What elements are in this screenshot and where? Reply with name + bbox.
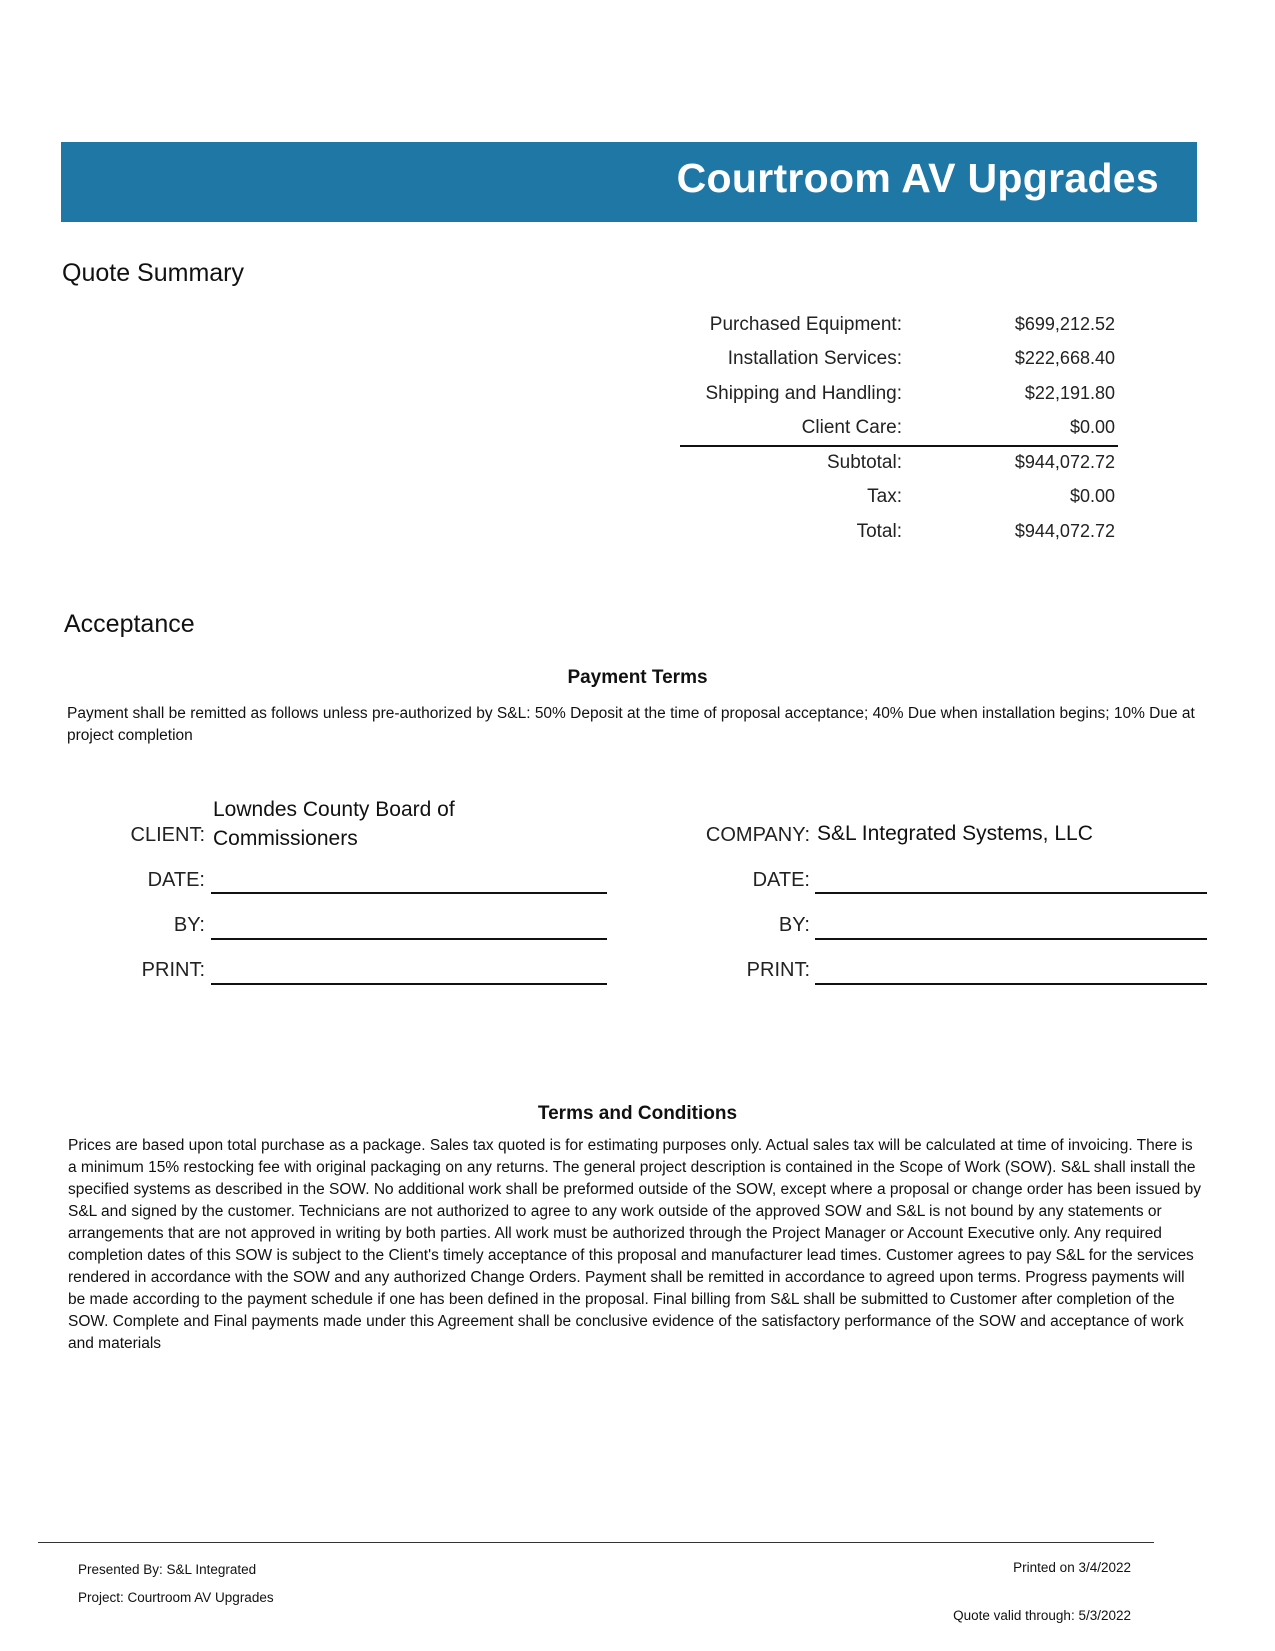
client-by-label: BY: — [173, 914, 205, 936]
quote-row-label: Installation Services: — [727, 348, 902, 369]
title-banner — [61, 142, 1197, 222]
footer-divider — [38, 1542, 1154, 1543]
quote-row-subtotal — [680, 452, 1115, 482]
company-name: S&L Integrated Systems, LLC — [817, 822, 1093, 845]
quote-row-purchased-equipment — [680, 314, 1115, 344]
client-name: Lowndes County Board of Commissioners — [213, 798, 455, 850]
quote-row-value: $944,072.72 — [1014, 521, 1115, 541]
quote-row-total — [680, 521, 1115, 551]
terms-heading: Terms and Conditions — [537, 1103, 738, 1124]
company-print-line[interactable] — [815, 983, 1207, 985]
quote-row-label: Client Care: — [801, 417, 902, 438]
company-date-label: DATE: — [752, 869, 810, 891]
quote-row-installation-services — [680, 348, 1115, 378]
quote-row-value: $0.00 — [1069, 486, 1115, 506]
quote-row-label: Purchased Equipment: — [709, 314, 902, 335]
quote-summary-heading: Quote Summary — [62, 259, 245, 287]
quote-row-value: $222,668.40 — [1014, 348, 1115, 368]
subtotal-divider — [680, 445, 1118, 447]
acceptance-heading: Acceptance — [64, 610, 195, 638]
footer-project: Project: Courtroom AV Upgrades — [78, 1590, 274, 1605]
client-date-line[interactable] — [211, 892, 607, 894]
footer-printed-on: Printed on 3/4/2022 — [1013, 1560, 1131, 1575]
client-date-label: DATE: — [147, 869, 205, 891]
payment-terms-heading: Payment Terms — [567, 667, 708, 688]
page-title: Courtroom AV Upgrades — [676, 155, 1159, 201]
client-by-line[interactable] — [211, 938, 607, 940]
company-print-label: PRINT: — [746, 959, 810, 981]
quote-row-label: Subtotal: — [827, 452, 902, 473]
quote-row-value: $944,072.72 — [1014, 452, 1115, 472]
client-label: CLIENT: — [130, 824, 205, 846]
client-print-line[interactable] — [211, 983, 607, 985]
quote-row-value: $699,212.52 — [1014, 314, 1115, 334]
quote-row-label: Total: — [856, 521, 902, 542]
company-label: COMPANY: — [705, 824, 810, 846]
quote-row-value: $0.00 — [1069, 417, 1115, 437]
company-date-line[interactable] — [815, 892, 1207, 894]
terms-text: Prices are based upon total purchase as a package. Sales tax quoted is for estimating purposes only. Actual sales tax will be calculated at time of invoicing. There is a minimum 15% restocking fee with original packaging on any returns. The general project description is contained in the Scope of Work (SOW). S&L shall install the specified systems as described in the SOW. No additional work shall be preformed outside of the SOW, except where a proposal or change order has been issued by S&L and signed by the customer. Technicians are not authorized to agree to any work outside of the approved SOW and S&L is not bound by any statements or arrangements that are not approved in writing by both parties. All work must be authorized through the Project Manager or Account Executive only. Any required completion dates of this SOW is subject to the Client's timely acceptance of this proposal and manufacturer lead times. Customer agrees to pay S&L for the services rendered in accordance with the SOW and any authorized Change Orders. Payment shall be remitted in accordance to agreed upon terms. Progress payments will be made according to the payment schedule if one has been defined in the proposal. Final billing from S&L shall be submitted to Customer after completion of the SOW. Complete and Final payments made under this Agreement shall be conclusive evidence of the satisfactory performance of the SOW and acceptance of work and materials — [68, 1137, 1201, 1352]
quote-row-tax — [680, 486, 1115, 516]
footer-presented-by: Presented By: S&L Integrated — [78, 1562, 257, 1577]
quote-row-client-care — [680, 417, 1115, 447]
quote-row-value: $22,191.80 — [1024, 383, 1115, 403]
company-by-line[interactable] — [815, 938, 1207, 940]
company-by-label: BY: — [778, 914, 810, 936]
payment-terms-text: Payment shall be remitted as follows unless pre-authorized by S&L: 50% Deposit at the time of proposal acceptance; 40% Due when installation begins; 10% Due at project completion — [67, 705, 1195, 744]
client-print-label: PRINT: — [141, 959, 205, 981]
quote-row-shipping-handling — [680, 383, 1115, 413]
footer-valid-through: Quote valid through: 5/3/2022 — [953, 1608, 1131, 1623]
quote-row-label: Shipping and Handling: — [705, 383, 902, 404]
quote-row-label: Tax: — [867, 486, 902, 507]
